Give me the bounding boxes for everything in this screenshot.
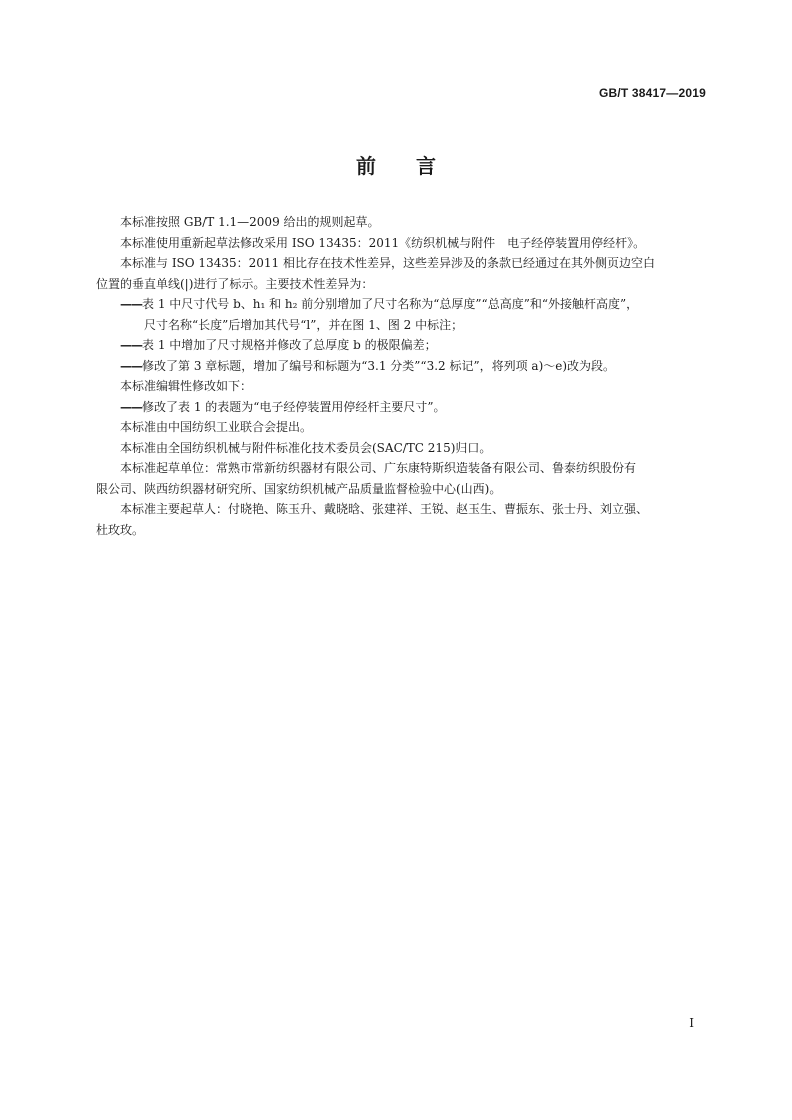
paragraph-differences-line2: 位置的垂直单线(|)进行了标示。主要技术性差异为： [96,276,374,291]
list-item-text: 修改了第 3 章标题，增加了编号和标题为“3.1 分类”“3.2 标记”，将列项 a)～e)改为段。 [142,358,616,373]
dash-marker: —— [120,297,142,311]
dash-marker: —— [120,399,142,414]
page-number: I [689,1016,694,1030]
list-item-difference-3 [96,356,708,377]
list-item-difference-1 [96,294,708,315]
paragraph-drafting-units-line1: 本标准起草单位：常熟市常新纺织器材有限公司、广东康特斯织造装备有限公司、鲁泰纺织股份有 [120,461,637,475]
paragraph-managed-by: 本标准由全国纺织机械与附件标准化技术委员会(SAC/TC 215)归口。 [120,440,492,455]
paragraph-drafters-line1: 本标准主要起草人：付晓艳、陈玉升、戴晓晗、张建祥、王锐、赵玉生、曹振东、张士丹、刘立强、 [120,502,649,516]
paragraph-drafting-rules: 本标准按照 GB/T 1.1—2009 给出的规则起草。 [120,215,380,229]
paragraph-differences-line1: 本标准与 ISO 13435：2011 相比存在技术性差异，这些差异涉及的条款已经通过在其外侧页边空白 [120,256,655,270]
body-text [96,212,708,540]
paragraph-proposed-by: 本标准由中国纺织工业联合会提出。 [120,420,313,434]
dash-marker: —— [120,358,142,373]
page-title: 前言 [356,154,476,178]
list-item-difference-1-continued: 尺寸名称“长度”后增加其代号“l”，并在图 1、图 2 中标注； [144,317,464,332]
list-item-text: 表 1 中尺寸代号 b、h₁ 和 h₂ 前分别增加了尺寸名称为“总厚度”“总高度”和“外接触杆高度”， [142,297,639,311]
paragraph-editorial: 本标准编辑性修改如下： [120,379,253,393]
paragraph-drafting-units-line2: 限公司、陕西纺织器材研究所、国家纺织机械产品质量监督检验中心(山西)。 [96,481,502,496]
list-item-text: 修改了表 1 的表题为“电子经停装置用停经杆主要尺寸”。 [142,399,446,414]
doc-code: GB/T 38417—2019 [598,86,706,100]
list-item-editorial-1 [96,397,708,418]
paragraph-adoption: 本标准使用重新起草法修改采用 ISO 13435：2011《纺织机械与附件 电子经停装置用停经杆》。 [120,235,646,250]
list-item-text: 表 1 中增加了尺寸规格并修改了总厚度 b 的极限偏差； [142,338,437,352]
dash-marker: —— [120,338,142,352]
paragraph-drafters-line2: 杜玫玫。 [96,522,145,537]
list-item-difference-2 [96,335,708,356]
